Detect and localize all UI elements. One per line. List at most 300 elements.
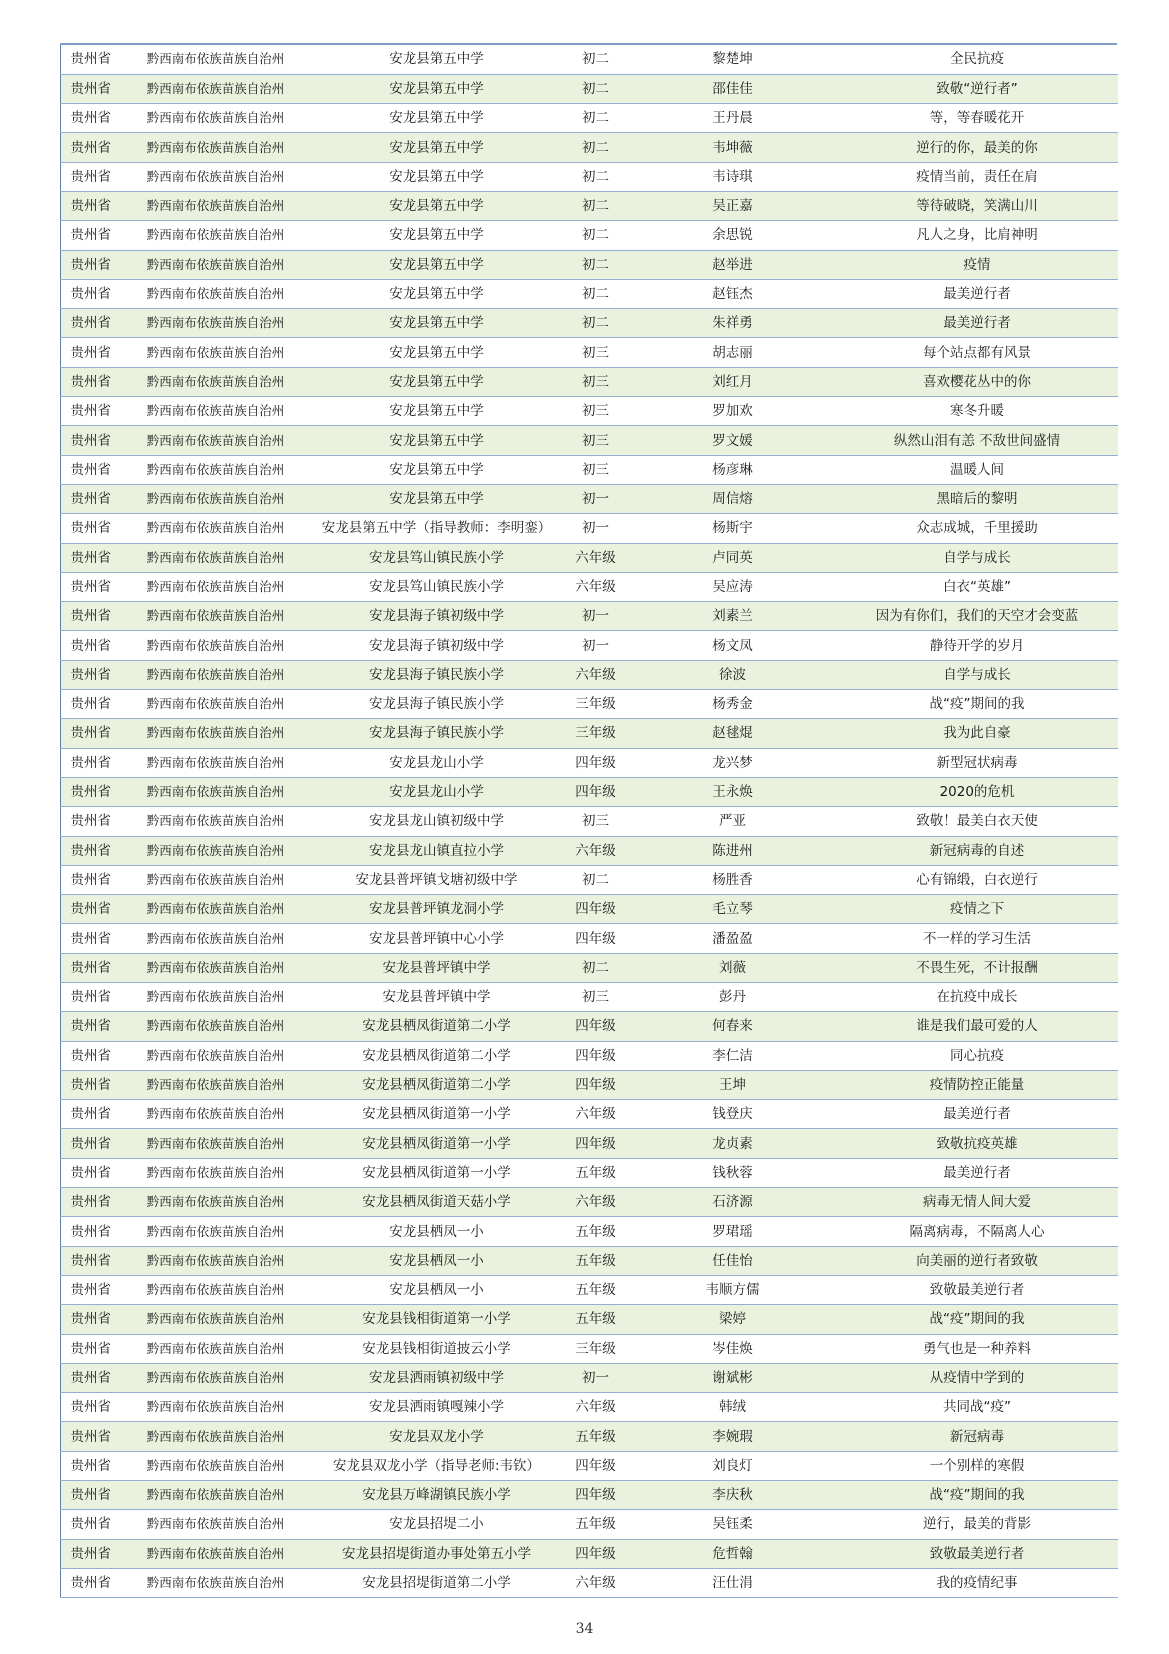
work-title-cell: 共同战“疫” bbox=[837, 1393, 1118, 1422]
grade-cell: 初二 bbox=[563, 45, 629, 74]
prefecture-cell: 黔西南布依族苗族自治州 bbox=[121, 1041, 311, 1070]
province-cell: 贵州省 bbox=[61, 895, 121, 924]
school-cell: 安龙县招堤街道第二小学 bbox=[311, 1568, 563, 1597]
work-title-cell: 温暖人间 bbox=[837, 455, 1118, 484]
province-cell: 贵州省 bbox=[61, 162, 121, 191]
table-row bbox=[61, 836, 1118, 865]
school-cell: 安龙县栖凤街道第一小学 bbox=[311, 1158, 563, 1187]
grade-cell: 五年级 bbox=[563, 1305, 629, 1334]
grade-cell: 六年级 bbox=[563, 1393, 629, 1422]
student-name-cell: 陈进州 bbox=[629, 836, 837, 865]
grade-cell: 六年级 bbox=[563, 836, 629, 865]
work-title-cell: 心有锦缎，白衣逆行 bbox=[837, 865, 1118, 894]
table-row bbox=[61, 1217, 1118, 1246]
grade-cell: 初三 bbox=[563, 455, 629, 484]
work-title-cell: 疫情当前，责任在肩 bbox=[837, 162, 1118, 191]
prefecture-cell: 黔西南布依族苗族自治州 bbox=[121, 895, 311, 924]
school-cell: 安龙县第五中学 bbox=[311, 484, 563, 513]
school-cell: 安龙县第五中学 bbox=[311, 104, 563, 133]
table-row bbox=[61, 1510, 1118, 1539]
grade-cell: 初二 bbox=[563, 191, 629, 220]
prefecture-cell: 黔西南布依族苗族自治州 bbox=[121, 1510, 311, 1539]
school-cell: 安龙县笃山镇民族小学 bbox=[311, 572, 563, 601]
prefecture-cell: 黔西南布依族苗族自治州 bbox=[121, 1422, 311, 1451]
work-title-cell: 喜欢樱花丛中的你 bbox=[837, 367, 1118, 396]
province-cell: 贵州省 bbox=[61, 1217, 121, 1246]
work-title-cell: 向美丽的逆行者致敬 bbox=[837, 1246, 1118, 1275]
school-cell: 安龙县第五中学（指导教师：李明銮） bbox=[311, 514, 563, 543]
school-cell: 安龙县第五中学 bbox=[311, 455, 563, 484]
work-title-cell: 疫情 bbox=[837, 250, 1118, 279]
work-title-cell: 致敬最美逆行者 bbox=[837, 1275, 1118, 1304]
province-cell: 贵州省 bbox=[61, 719, 121, 748]
student-name-cell: 危哲翰 bbox=[629, 1539, 837, 1568]
school-cell: 安龙县第五中学 bbox=[311, 221, 563, 250]
prefecture-cell: 黔西南布依族苗族自治州 bbox=[121, 191, 311, 220]
student-name-cell: 彭丹 bbox=[629, 983, 837, 1012]
grade-cell: 六年级 bbox=[563, 543, 629, 572]
school-cell: 安龙县普坪镇中学 bbox=[311, 983, 563, 1012]
work-title-cell: 最美逆行者 bbox=[837, 1158, 1118, 1187]
prefecture-cell: 黔西南布依族苗族自治州 bbox=[121, 1100, 311, 1129]
province-cell: 贵州省 bbox=[61, 1041, 121, 1070]
student-name-cell: 龙兴梦 bbox=[629, 748, 837, 777]
prefecture-cell: 黔西南布依族苗族自治州 bbox=[121, 250, 311, 279]
grade-cell: 五年级 bbox=[563, 1217, 629, 1246]
province-cell: 贵州省 bbox=[61, 777, 121, 806]
work-title-cell: 致敬！最美白衣天使 bbox=[837, 807, 1118, 836]
school-cell: 安龙县招堤街道办事处第五小学 bbox=[311, 1539, 563, 1568]
table-row bbox=[61, 1568, 1118, 1597]
grade-cell: 四年级 bbox=[563, 1070, 629, 1099]
work-title-cell: 等待破晓，笑满山川 bbox=[837, 191, 1118, 220]
prefecture-cell: 黔西南布依族苗族自治州 bbox=[121, 1539, 311, 1568]
prefecture-cell: 黔西南布依族苗族自治州 bbox=[121, 1188, 311, 1217]
prefecture-cell: 黔西南布依族苗族自治州 bbox=[121, 572, 311, 601]
province-cell: 贵州省 bbox=[61, 309, 121, 338]
school-cell: 安龙县第五中学 bbox=[311, 45, 563, 74]
school-cell: 安龙县海子镇民族小学 bbox=[311, 690, 563, 719]
work-title-cell: 勇气也是一种养料 bbox=[837, 1334, 1118, 1363]
school-cell: 安龙县万峰湖镇民族小学 bbox=[311, 1481, 563, 1510]
table-row bbox=[61, 748, 1118, 777]
prefecture-cell: 黔西南布依族苗族自治州 bbox=[121, 1451, 311, 1480]
grade-cell: 初二 bbox=[563, 221, 629, 250]
province-cell: 贵州省 bbox=[61, 836, 121, 865]
prefecture-cell: 黔西南布依族苗族自治州 bbox=[121, 602, 311, 631]
school-cell: 安龙县栖凤一小 bbox=[311, 1217, 563, 1246]
grade-cell: 初二 bbox=[563, 104, 629, 133]
school-cell: 安龙县栖凤街道第一小学 bbox=[311, 1129, 563, 1158]
school-cell: 安龙县第五中学 bbox=[311, 309, 563, 338]
grade-cell: 初三 bbox=[563, 807, 629, 836]
prefecture-cell: 黔西南布依族苗族自治州 bbox=[121, 221, 311, 250]
grade-cell: 四年级 bbox=[563, 895, 629, 924]
work-title-cell: 静待开学的岁月 bbox=[837, 631, 1118, 660]
province-cell: 贵州省 bbox=[61, 514, 121, 543]
province-cell: 贵州省 bbox=[61, 338, 121, 367]
province-cell: 贵州省 bbox=[61, 1012, 121, 1041]
student-name-cell: 王永焕 bbox=[629, 777, 837, 806]
province-cell: 贵州省 bbox=[61, 1451, 121, 1480]
grade-cell: 初一 bbox=[563, 602, 629, 631]
prefecture-cell: 黔西南布依族苗族自治州 bbox=[121, 162, 311, 191]
province-cell: 贵州省 bbox=[61, 1305, 121, 1334]
table-row bbox=[61, 1393, 1118, 1422]
school-cell: 安龙县普坪镇中学 bbox=[311, 953, 563, 982]
work-title-cell: 自学与成长 bbox=[837, 543, 1118, 572]
prefecture-cell: 黔西南布依族苗族自治州 bbox=[121, 777, 311, 806]
grade-cell: 初二 bbox=[563, 953, 629, 982]
prefecture-cell: 黔西南布依族苗族自治州 bbox=[121, 514, 311, 543]
province-cell: 贵州省 bbox=[61, 1363, 121, 1392]
prefecture-cell: 黔西南布依族苗族自治州 bbox=[121, 1363, 311, 1392]
grade-cell: 五年级 bbox=[563, 1422, 629, 1451]
work-title-cell: 谁是我们最可爱的人 bbox=[837, 1012, 1118, 1041]
province-cell: 贵州省 bbox=[61, 1158, 121, 1187]
prefecture-cell: 黔西南布依族苗族自治州 bbox=[121, 1305, 311, 1334]
student-name-cell: 李仁洁 bbox=[629, 1041, 837, 1070]
table-row bbox=[61, 455, 1118, 484]
school-cell: 安龙县第五中学 bbox=[311, 397, 563, 426]
table-row bbox=[61, 865, 1118, 894]
province-cell: 贵州省 bbox=[61, 1334, 121, 1363]
student-name-cell: 龙贞素 bbox=[629, 1129, 837, 1158]
table-row bbox=[61, 191, 1118, 220]
province-cell: 贵州省 bbox=[61, 1129, 121, 1158]
grade-cell: 六年级 bbox=[563, 572, 629, 601]
province-cell: 贵州省 bbox=[61, 924, 121, 953]
prefecture-cell: 黔西南布依族苗族自治州 bbox=[121, 690, 311, 719]
award-list-table-wrapper bbox=[60, 43, 1117, 1598]
work-title-cell: 逆行的你，最美的你 bbox=[837, 133, 1118, 162]
province-cell: 贵州省 bbox=[61, 807, 121, 836]
work-title-cell: 逆行，最美的背影 bbox=[837, 1510, 1118, 1539]
table-row bbox=[61, 631, 1118, 660]
student-name-cell: 李庆秋 bbox=[629, 1481, 837, 1510]
province-cell: 贵州省 bbox=[61, 279, 121, 308]
prefecture-cell: 黔西南布依族苗族自治州 bbox=[121, 426, 311, 455]
school-cell: 安龙县龙山镇直拉小学 bbox=[311, 836, 563, 865]
grade-cell: 初二 bbox=[563, 162, 629, 191]
grade-cell: 初一 bbox=[563, 1363, 629, 1392]
work-title-cell: 因为有你们，我们的天空才会变蓝 bbox=[837, 602, 1118, 631]
grade-cell: 初二 bbox=[563, 250, 629, 279]
grade-cell: 五年级 bbox=[563, 1275, 629, 1304]
prefecture-cell: 黔西南布依族苗族自治州 bbox=[121, 1568, 311, 1597]
work-title-cell: 新冠病毒 bbox=[837, 1422, 1118, 1451]
table-row bbox=[61, 367, 1118, 396]
school-cell: 安龙县龙山小学 bbox=[311, 777, 563, 806]
province-cell: 贵州省 bbox=[61, 367, 121, 396]
student-name-cell: 何春来 bbox=[629, 1012, 837, 1041]
table-row bbox=[61, 1041, 1118, 1070]
table-row bbox=[61, 1481, 1118, 1510]
prefecture-cell: 黔西南布依族苗族自治州 bbox=[121, 367, 311, 396]
grade-cell: 三年级 bbox=[563, 719, 629, 748]
table-row bbox=[61, 602, 1118, 631]
prefecture-cell: 黔西南布依族苗族自治州 bbox=[121, 1246, 311, 1275]
school-cell: 安龙县第五中学 bbox=[311, 426, 563, 455]
student-name-cell: 罗加欢 bbox=[629, 397, 837, 426]
student-name-cell: 梁婷 bbox=[629, 1305, 837, 1334]
work-title-cell: 从疫情中学到的 bbox=[837, 1363, 1118, 1392]
prefecture-cell: 黔西南布依族苗族自治州 bbox=[121, 1070, 311, 1099]
school-cell: 安龙县海子镇民族小学 bbox=[311, 660, 563, 689]
prefecture-cell: 黔西南布依族苗族自治州 bbox=[121, 1217, 311, 1246]
school-cell: 安龙县笃山镇民族小学 bbox=[311, 543, 563, 572]
table-row bbox=[61, 74, 1118, 103]
work-title-cell: 战“疫”期间的我 bbox=[837, 1481, 1118, 1510]
province-cell: 贵州省 bbox=[61, 250, 121, 279]
table-row bbox=[61, 133, 1118, 162]
province-cell: 贵州省 bbox=[61, 748, 121, 777]
prefecture-cell: 黔西南布依族苗族自治州 bbox=[121, 133, 311, 162]
work-title-cell: 致敬“逆行者” bbox=[837, 74, 1118, 103]
work-title-cell: 病毒无情人间大爱 bbox=[837, 1188, 1118, 1217]
table-row bbox=[61, 397, 1118, 426]
school-cell: 安龙县第五中学 bbox=[311, 133, 563, 162]
table-row bbox=[61, 1188, 1118, 1217]
grade-cell: 初一 bbox=[563, 514, 629, 543]
student-name-cell: 谢斌彬 bbox=[629, 1363, 837, 1392]
prefecture-cell: 黔西南布依族苗族自治州 bbox=[121, 807, 311, 836]
table-row bbox=[61, 1275, 1118, 1304]
prefecture-cell: 黔西南布依族苗族自治州 bbox=[121, 1275, 311, 1304]
grade-cell: 四年级 bbox=[563, 1539, 629, 1568]
school-cell: 安龙县栖凤街道天菇小学 bbox=[311, 1188, 563, 1217]
province-cell: 贵州省 bbox=[61, 1422, 121, 1451]
work-title-cell: 寒冬升暖 bbox=[837, 397, 1118, 426]
province-cell: 贵州省 bbox=[61, 45, 121, 74]
province-cell: 贵州省 bbox=[61, 397, 121, 426]
work-title-cell: 战“疫”期间的我 bbox=[837, 690, 1118, 719]
table-row bbox=[61, 690, 1118, 719]
table-row bbox=[61, 1539, 1118, 1568]
table-row bbox=[61, 1012, 1118, 1041]
province-cell: 贵州省 bbox=[61, 1188, 121, 1217]
student-name-cell: 严亚 bbox=[629, 807, 837, 836]
province-cell: 贵州省 bbox=[61, 953, 121, 982]
student-name-cell: 赵钰杰 bbox=[629, 279, 837, 308]
grade-cell: 初二 bbox=[563, 865, 629, 894]
prefecture-cell: 黔西南布依族苗族自治州 bbox=[121, 1334, 311, 1363]
province-cell: 贵州省 bbox=[61, 1481, 121, 1510]
prefecture-cell: 黔西南布依族苗族自治州 bbox=[121, 309, 311, 338]
prefecture-cell: 黔西南布依族苗族自治州 bbox=[121, 104, 311, 133]
work-title-cell: 致敬抗疫英雄 bbox=[837, 1129, 1118, 1158]
work-title-cell: 众志成城，千里援助 bbox=[837, 514, 1118, 543]
student-name-cell: 杨文凤 bbox=[629, 631, 837, 660]
table-row bbox=[61, 953, 1118, 982]
table-row bbox=[61, 221, 1118, 250]
prefecture-cell: 黔西南布依族苗族自治州 bbox=[121, 484, 311, 513]
school-cell: 安龙县双龙小学（指导老师:韦钦） bbox=[311, 1451, 563, 1480]
table-row bbox=[61, 719, 1118, 748]
table-row bbox=[61, 1305, 1118, 1334]
province-cell: 贵州省 bbox=[61, 543, 121, 572]
grade-cell: 六年级 bbox=[563, 1568, 629, 1597]
prefecture-cell: 黔西南布依族苗族自治州 bbox=[121, 631, 311, 660]
student-name-cell: 韦顺方儒 bbox=[629, 1275, 837, 1304]
grade-cell: 三年级 bbox=[563, 690, 629, 719]
student-name-cell: 徐波 bbox=[629, 660, 837, 689]
province-cell: 贵州省 bbox=[61, 1539, 121, 1568]
table-row bbox=[61, 338, 1118, 367]
student-name-cell: 杨胜香 bbox=[629, 865, 837, 894]
province-cell: 贵州省 bbox=[61, 690, 121, 719]
grade-cell: 五年级 bbox=[563, 1510, 629, 1539]
school-cell: 安龙县双龙小学 bbox=[311, 1422, 563, 1451]
table-row bbox=[61, 162, 1118, 191]
student-name-cell: 罗文媛 bbox=[629, 426, 837, 455]
grade-cell: 六年级 bbox=[563, 1188, 629, 1217]
student-name-cell: 赵毬焜 bbox=[629, 719, 837, 748]
student-name-cell: 邵佳佳 bbox=[629, 74, 837, 103]
school-cell: 安龙县栖凤一小 bbox=[311, 1246, 563, 1275]
student-name-cell: 吴钰柔 bbox=[629, 1510, 837, 1539]
table-row bbox=[61, 572, 1118, 601]
work-title-cell: 同心抗疫 bbox=[837, 1041, 1118, 1070]
grade-cell: 初二 bbox=[563, 74, 629, 103]
work-title-cell: 不畏生死，不计报酬 bbox=[837, 953, 1118, 982]
student-name-cell: 黎楚坤 bbox=[629, 45, 837, 74]
grade-cell: 四年级 bbox=[563, 1012, 629, 1041]
work-title-cell: 纵然山泪有恙 不敌世间盛情 bbox=[837, 426, 1118, 455]
prefecture-cell: 黔西南布依族苗族自治州 bbox=[121, 660, 311, 689]
table-row bbox=[61, 1363, 1118, 1392]
province-cell: 贵州省 bbox=[61, 1246, 121, 1275]
table-body bbox=[61, 45, 1118, 1598]
prefecture-cell: 黔西南布依族苗族自治州 bbox=[121, 1012, 311, 1041]
province-cell: 贵州省 bbox=[61, 602, 121, 631]
table-row bbox=[61, 45, 1118, 74]
school-cell: 安龙县第五中学 bbox=[311, 279, 563, 308]
grade-cell: 初三 bbox=[563, 983, 629, 1012]
school-cell: 安龙县钱相街道第一小学 bbox=[311, 1305, 563, 1334]
prefecture-cell: 黔西南布依族苗族自治州 bbox=[121, 983, 311, 1012]
prefecture-cell: 黔西南布依族苗族自治州 bbox=[121, 1393, 311, 1422]
table-row bbox=[61, 484, 1118, 513]
school-cell: 安龙县栖凤街道第二小学 bbox=[311, 1012, 563, 1041]
province-cell: 贵州省 bbox=[61, 983, 121, 1012]
grade-cell: 初一 bbox=[563, 484, 629, 513]
grade-cell: 初二 bbox=[563, 133, 629, 162]
work-title-cell: 新冠病毒的自述 bbox=[837, 836, 1118, 865]
prefecture-cell: 黔西南布依族苗族自治州 bbox=[121, 1158, 311, 1187]
student-name-cell: 韦坤薇 bbox=[629, 133, 837, 162]
student-name-cell: 韩绒 bbox=[629, 1393, 837, 1422]
province-cell: 贵州省 bbox=[61, 426, 121, 455]
student-name-cell: 刘红月 bbox=[629, 367, 837, 396]
table-row bbox=[61, 1451, 1118, 1480]
student-name-cell: 刘素兰 bbox=[629, 602, 837, 631]
student-name-cell: 刘良灯 bbox=[629, 1451, 837, 1480]
page-number: 34 bbox=[575, 1621, 594, 1637]
table-row bbox=[61, 1246, 1118, 1275]
school-cell: 安龙县洒雨镇初级中学 bbox=[311, 1363, 563, 1392]
school-cell: 安龙县栖凤街道第一小学 bbox=[311, 1100, 563, 1129]
prefecture-cell: 黔西南布依族苗族自治州 bbox=[121, 953, 311, 982]
work-title-cell: 全民抗疫 bbox=[837, 45, 1118, 74]
student-name-cell: 杨斯宇 bbox=[629, 514, 837, 543]
student-name-cell: 周信熔 bbox=[629, 484, 837, 513]
school-cell: 安龙县海子镇民族小学 bbox=[311, 719, 563, 748]
school-cell: 安龙县第五中学 bbox=[311, 250, 563, 279]
work-title-cell: 2020的危机 bbox=[837, 777, 1118, 806]
province-cell: 贵州省 bbox=[61, 221, 121, 250]
student-name-cell: 胡志丽 bbox=[629, 338, 837, 367]
work-title-cell: 自学与成长 bbox=[837, 660, 1118, 689]
student-name-cell: 汪仕涓 bbox=[629, 1568, 837, 1597]
prefecture-cell: 黔西南布依族苗族自治州 bbox=[121, 543, 311, 572]
grade-cell: 初二 bbox=[563, 279, 629, 308]
table-row bbox=[61, 777, 1118, 806]
table-row bbox=[61, 104, 1118, 133]
province-cell: 贵州省 bbox=[61, 455, 121, 484]
school-cell: 安龙县第五中学 bbox=[311, 191, 563, 220]
work-title-cell: 我的疫情纪事 bbox=[837, 1568, 1118, 1597]
work-title-cell: 黑暗后的黎明 bbox=[837, 484, 1118, 513]
prefecture-cell: 黔西南布依族苗族自治州 bbox=[121, 865, 311, 894]
student-name-cell: 石济源 bbox=[629, 1188, 837, 1217]
table-row bbox=[61, 1129, 1118, 1158]
table-row bbox=[61, 660, 1118, 689]
grade-cell: 五年级 bbox=[563, 1246, 629, 1275]
province-cell: 贵州省 bbox=[61, 1275, 121, 1304]
school-cell: 安龙县普坪镇龙洞小学 bbox=[311, 895, 563, 924]
prefecture-cell: 黔西南布依族苗族自治州 bbox=[121, 45, 311, 74]
school-cell: 安龙县龙山小学 bbox=[311, 748, 563, 777]
school-cell: 安龙县普坪镇中心小学 bbox=[311, 924, 563, 953]
work-title-cell: 最美逆行者 bbox=[837, 309, 1118, 338]
grade-cell: 六年级 bbox=[563, 1100, 629, 1129]
prefecture-cell: 黔西南布依族苗族自治州 bbox=[121, 397, 311, 426]
student-name-cell: 吴应涛 bbox=[629, 572, 837, 601]
grade-cell: 初三 bbox=[563, 397, 629, 426]
student-name-cell: 余思锐 bbox=[629, 221, 837, 250]
work-title-cell: 最美逆行者 bbox=[837, 1100, 1118, 1129]
grade-cell: 五年级 bbox=[563, 1158, 629, 1187]
table-row bbox=[61, 1158, 1118, 1187]
grade-cell: 四年级 bbox=[563, 924, 629, 953]
school-cell: 安龙县钱相街道披云小学 bbox=[311, 1334, 563, 1363]
work-title-cell: 在抗疫中成长 bbox=[837, 983, 1118, 1012]
student-name-cell: 朱祥勇 bbox=[629, 309, 837, 338]
grade-cell: 六年级 bbox=[563, 660, 629, 689]
grade-cell: 四年级 bbox=[563, 1451, 629, 1480]
province-cell: 贵州省 bbox=[61, 484, 121, 513]
table-row bbox=[61, 426, 1118, 455]
student-name-cell: 杨彦琳 bbox=[629, 455, 837, 484]
table-row bbox=[61, 279, 1118, 308]
province-cell: 贵州省 bbox=[61, 1393, 121, 1422]
prefecture-cell: 黔西南布依族苗族自治州 bbox=[121, 836, 311, 865]
prefecture-cell: 黔西南布依族苗族自治州 bbox=[121, 1481, 311, 1510]
work-title-cell: 隔离病毒，不隔离人心 bbox=[837, 1217, 1118, 1246]
province-cell: 贵州省 bbox=[61, 572, 121, 601]
province-cell: 贵州省 bbox=[61, 191, 121, 220]
work-title-cell: 最美逆行者 bbox=[837, 279, 1118, 308]
student-name-cell: 赵举进 bbox=[629, 250, 837, 279]
student-name-cell: 任佳怡 bbox=[629, 1246, 837, 1275]
prefecture-cell: 黔西南布依族苗族自治州 bbox=[121, 455, 311, 484]
table-row bbox=[61, 514, 1118, 543]
grade-cell: 初二 bbox=[563, 309, 629, 338]
province-cell: 贵州省 bbox=[61, 1510, 121, 1539]
work-title-cell: 不一样的学习生活 bbox=[837, 924, 1118, 953]
prefecture-cell: 黔西南布依族苗族自治州 bbox=[121, 748, 311, 777]
